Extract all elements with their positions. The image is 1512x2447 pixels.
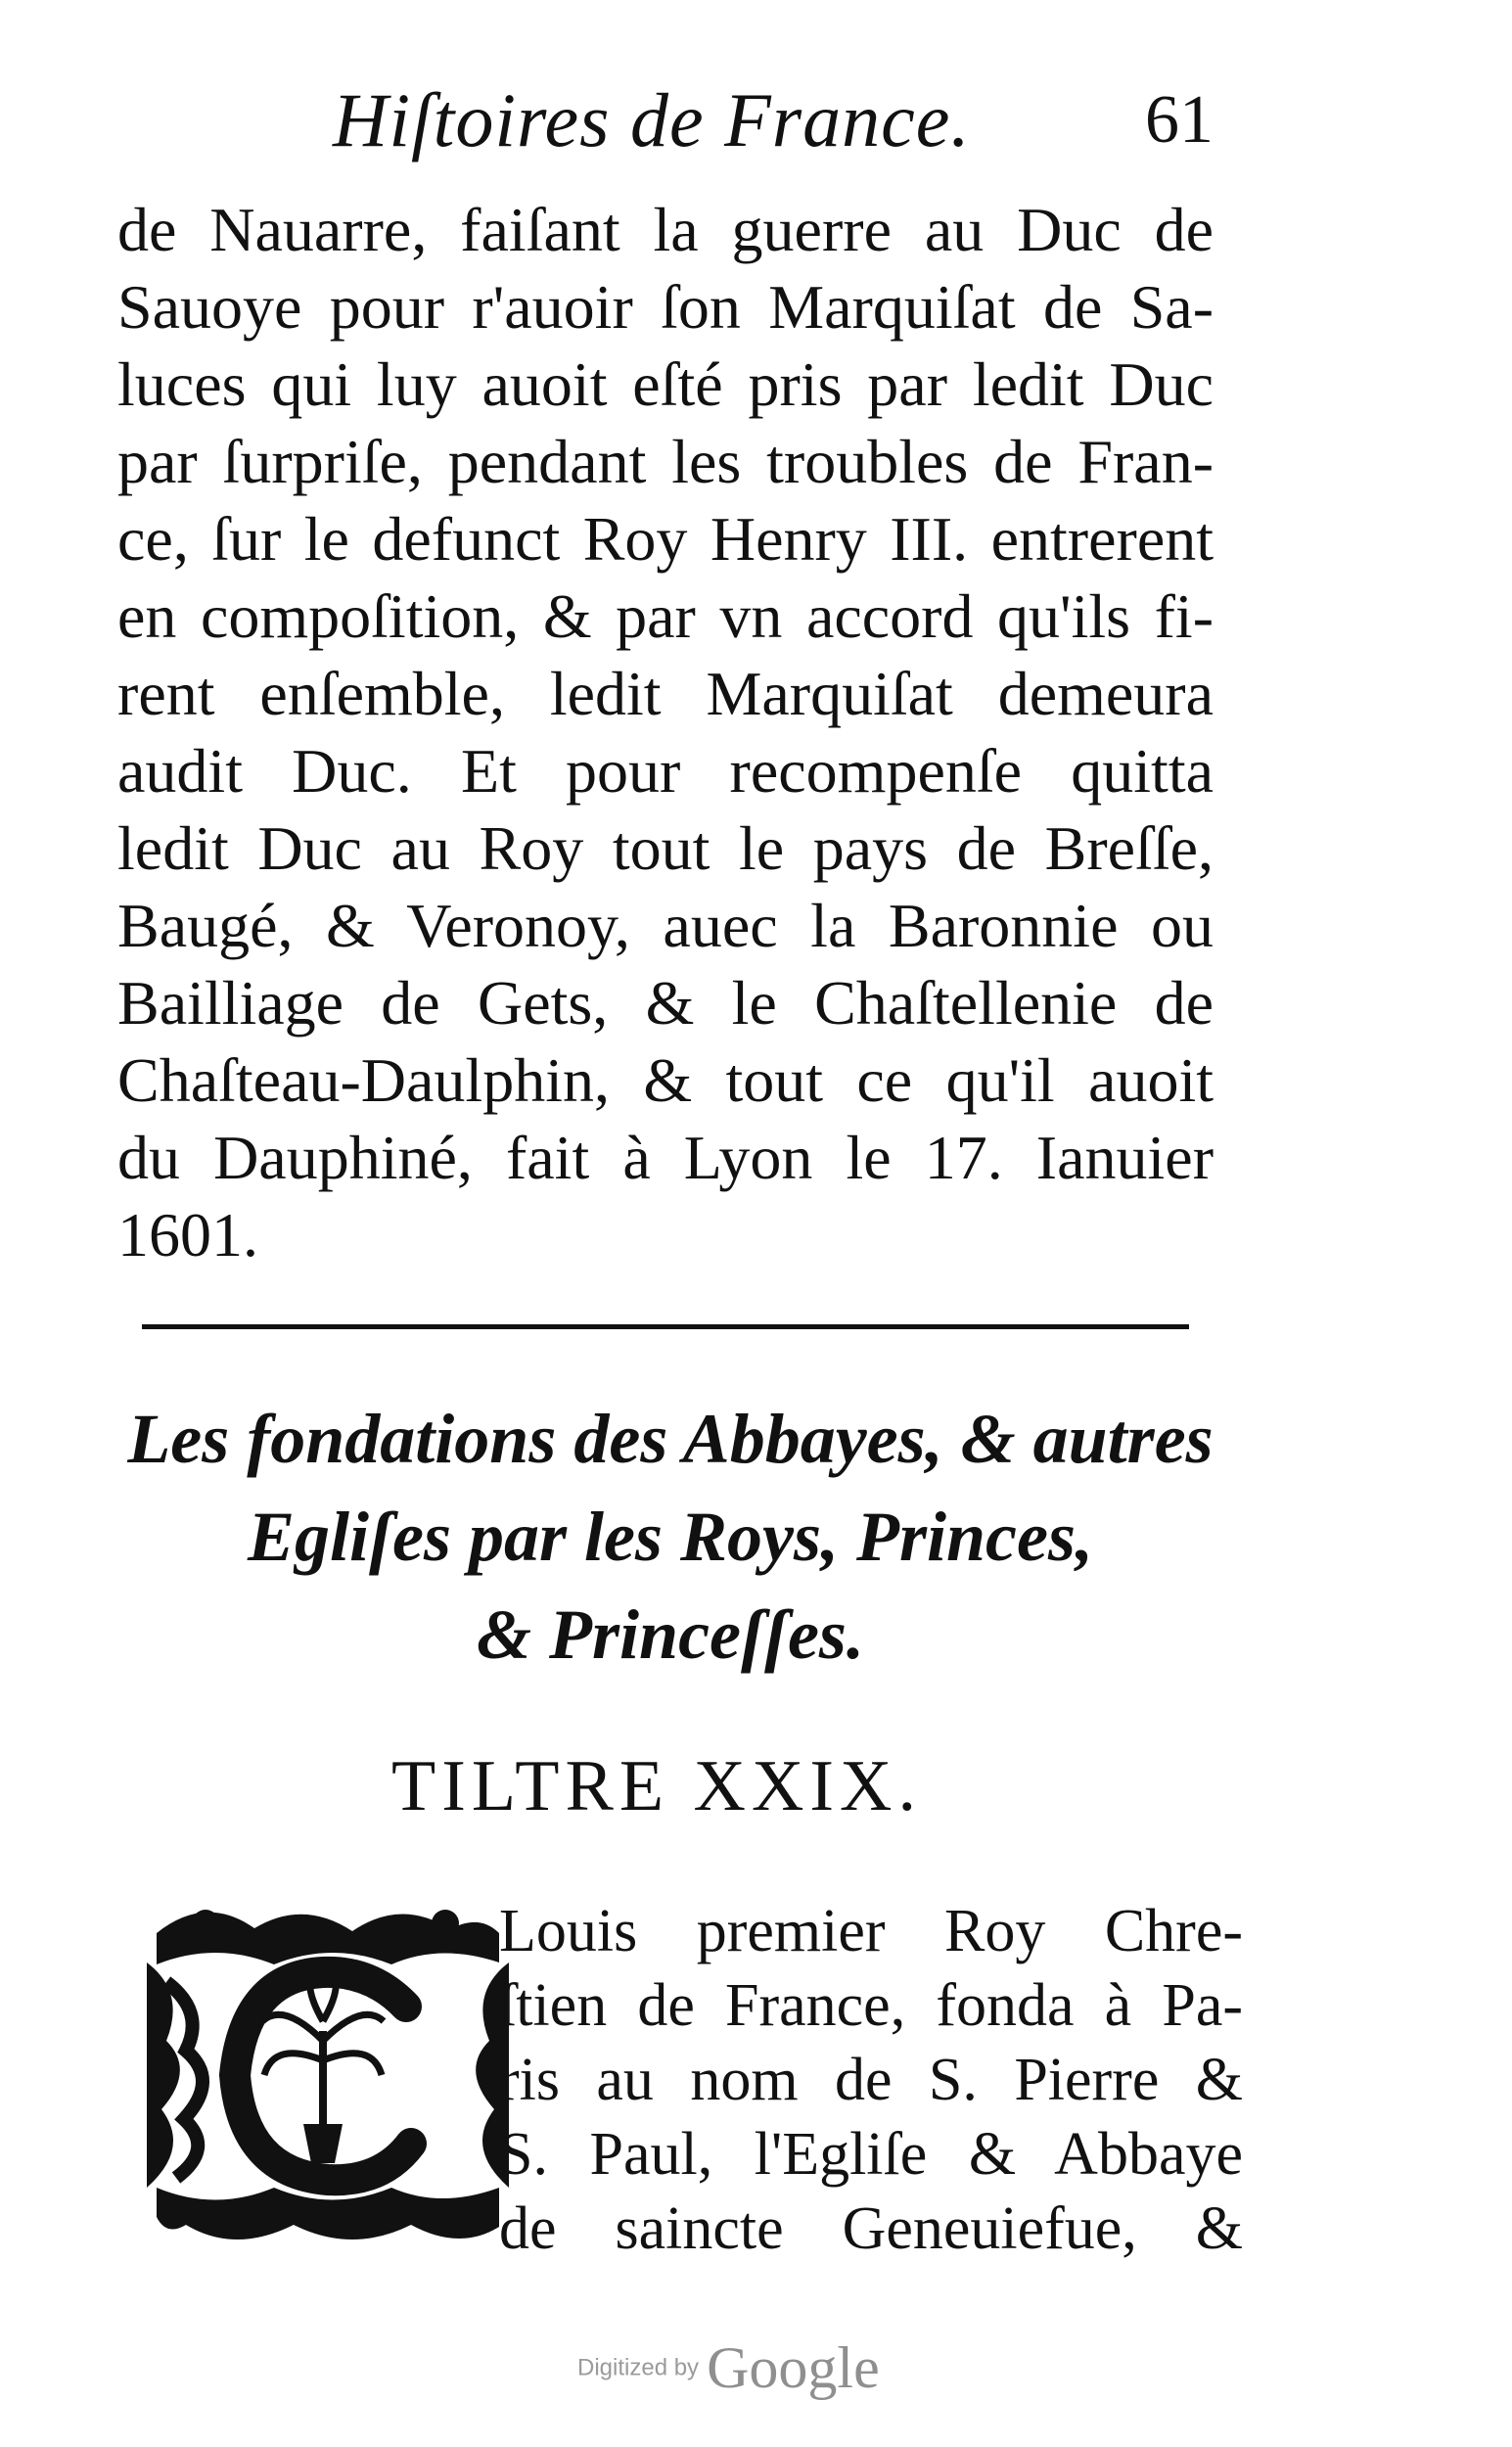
text-line: en compoſition, & par vn accord qu'ils fi- xyxy=(117,581,1214,651)
page-number: 61 xyxy=(1145,82,1214,158)
watermark-prefix: Digitized by xyxy=(577,2354,700,2381)
body-paragraph xyxy=(117,191,1214,1273)
text-line: ſtien de France, fonda à Pa- xyxy=(499,1972,1243,2039)
text-line: S. Paul, l'Egliſe & Abbaye xyxy=(499,2121,1243,2188)
text-line: du Dauphiné, fait à Lyon le 17. Ianuier xyxy=(117,1123,1214,1192)
text-line: rent enſemble, ledit Marquiſat demeura xyxy=(117,659,1214,728)
text-line: ce, ſur le defunct Roy Henry III. entrerent xyxy=(117,504,1214,574)
running-title: Hiſtoires de France. xyxy=(333,77,971,162)
heading-line: & Princeſſes. xyxy=(477,1595,864,1674)
text-line: luces qui luy auoit eſté pris par ledit Duc xyxy=(117,349,1214,419)
text-line: Sauoye pour r'auoir ſon Marquiſat de Sa- xyxy=(117,272,1214,342)
section-heading xyxy=(127,1390,1214,1684)
text-line: par ſurpriſe, pendant les troubles de Fran- xyxy=(117,427,1214,496)
text-line: Chaſteau-Daulphin, & tout ce qu'il auoit xyxy=(117,1045,1214,1115)
text-line: de saincte Geneuiefue, & xyxy=(499,2195,1243,2262)
text-line: 1601. xyxy=(117,1200,258,1270)
text-line: ris au nom de S. Pierre & xyxy=(499,2047,1243,2113)
drop-cap-ornament-icon xyxy=(147,1894,509,2256)
text-line: Baugé, & Veronoy, auec la Baronnie ou xyxy=(117,891,1214,960)
watermark-brand: Google xyxy=(707,2335,880,2400)
text-line: audit Duc. Et pour recompenſe quitta xyxy=(117,736,1214,806)
text-line: Louis premier Roy Chre- xyxy=(499,1898,1243,1964)
heading-line: Egliſes par les Roys, Princes, xyxy=(248,1498,1093,1576)
capital-paragraph xyxy=(499,1894,1243,2266)
title-label: TILTRE XXIX. xyxy=(391,1746,922,1826)
text-line: de Nauarre, faiſant la guerre au Duc de xyxy=(117,195,1214,264)
digitized-watermark xyxy=(577,2334,949,2403)
heading-line: Les fondations des Abbayes, & autres xyxy=(127,1400,1214,1478)
ornamental-drop-cap xyxy=(147,1894,509,2256)
text-line: ledit Duc au Roy tout le pays de Breſſe, xyxy=(117,813,1214,883)
text-line: Bailliage de Gets, & le Chaſtellenie de xyxy=(117,968,1214,1038)
section-divider xyxy=(142,1324,1189,1329)
running-head xyxy=(333,76,1214,164)
